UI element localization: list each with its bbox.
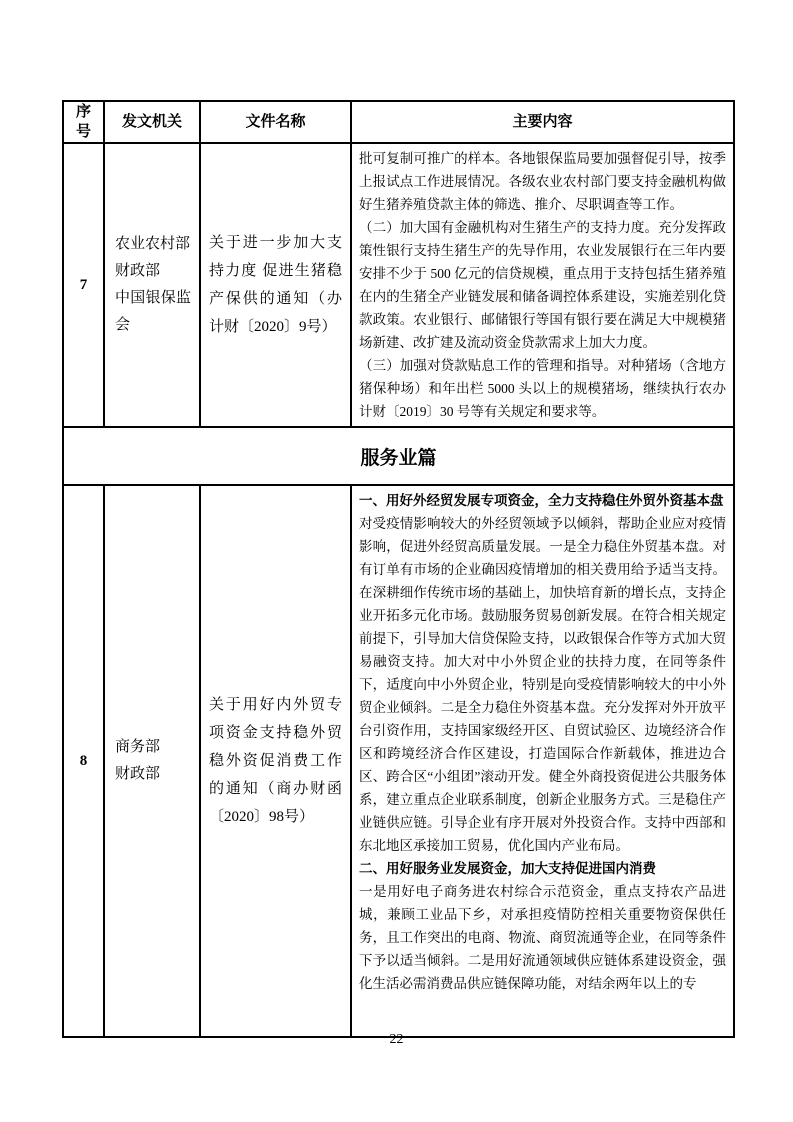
agency-cell [104, 485, 200, 1037]
content-paragraph: 对受疫情影响较大的外经贸领域予以倾斜，帮助企业应对疫情影响，促进外经贸高质量发展。一是全力稳住外贸基本盘。对有订单有市场的企业确因疫情增加的相关费用给予适当支持。在深耕细作传统市场的基础上，加快培育新的增长点，支持企业开拓多元化市场。鼓励服务贸易创新发展。在符合相关规定前提下，引导加大信贷保险支持，以政银保合作等方式加大贸易融资支持。加大对中小外贸企业的扶持力度，在同等条件下，适度向中小外贸企业，特别是向受疫情影响较大的中小外贸企业倾斜。二是全力稳住外资基本盘。充分发挥对外开放平台引资作用，支持国家级经开区、自贸试验区、边境经济合作区和跨境经济合作区建设，打造国际合作新载体，推进边合区、跨合区“小组团”滚动开发。健全外商投资促进公共服务体系，建立重点企业联系制度，创新企业服务方式。三是稳住产业链供应链。引导企业有序开展对外投资合作。支持中西部和东北地区承接加工贸易，优化国内产业布局。 [359, 516, 726, 853]
agency-name: 财政部 [115, 766, 161, 782]
agency-name: 财政部 [115, 263, 161, 279]
content-paragraph: （三）加强对贷款贴息工作的管理和指导。对种猪场（含地方猪保种场）和年出栏 5000 头以上的规模猪场，继续执行农办计财〔2019〕30 号等有关规定和要求等。 [359, 358, 726, 419]
col-header-index-label: 序号 [75, 104, 91, 140]
col-header-index [63, 101, 104, 143]
content-cell [351, 143, 734, 427]
page-number: 22 [389, 1032, 404, 1047]
section-title: 服务业篇 [63, 427, 734, 485]
table-row-8 [63, 485, 734, 1037]
content-cell [351, 485, 734, 1037]
agency-name: 农业农村部 [115, 236, 191, 252]
doc-title-cell: 关于用好内外贸专项资金支持稳外贸稳外资促消费工作的通知（商办财函〔2020〕98号） [200, 485, 351, 1037]
section-header-row [63, 427, 734, 485]
content-paragraph: 批可复制可推广的样本。各地银保监局要加强督促引导，按季上报试点工作进展情况。各级农业农村部门要支持金融机构做好生猪养殖贷款主体的筛选、推介、尽职调查等工作。 [359, 151, 726, 212]
policy-documents-table [62, 100, 735, 1038]
agency-name: 中国银保监会 [115, 290, 191, 333]
col-header-agency: 发文机关 [104, 101, 200, 143]
row-index-cell: 8 [63, 485, 104, 1037]
doc-title-cell: 关于进一步加大支持力度 促进生猪稳产保供的通知（办计财〔2020〕9号） [200, 143, 351, 427]
row-index-cell: 7 [63, 143, 104, 427]
col-header-doc-name: 文件名称 [200, 101, 351, 143]
table-header-row [63, 101, 734, 143]
content-paragraph: （二）加大国有金融机构对生猪生产的支持力度。充分发挥政策性银行支持生猪生产的先导作用，农业发展银行在三年内要安排不少于 500 亿元的信贷规模，重点用于支持包括生猪养殖在内的生猪全产业链发展和储备调控体系建设，实施差别化贷款政策。农业银行、邮储银行等国有银行要在满足大中规模猪场新建、改扩建及流动资金贷款需求上加大力度。 [359, 220, 726, 350]
table-row-7 [63, 143, 734, 427]
agency-name: 商务部 [115, 739, 161, 755]
content-paragraph: 一是用好电子商务进农村综合示范资金，重点支持农产品进城，兼顾工业品下乡，对承担疫情防控相关重要物资保供任务，且工作突出的电商、物流、商贸流通等企业，在同等条件下予以适当倾斜。二是用好流通领域供应链体系建设资金，强化生活必需消费品供应链保障功能，对结余两年以上的专 [359, 884, 726, 991]
agency-cell [104, 143, 200, 427]
col-header-content: 主要内容 [351, 101, 734, 143]
content-heading: 二、用好服务业发展资金，加大支持促进国内消费 [359, 861, 656, 876]
content-heading: 一、用好外经贸发展专项资金，全力支持稳住外贸外资基本盘 [359, 493, 724, 508]
